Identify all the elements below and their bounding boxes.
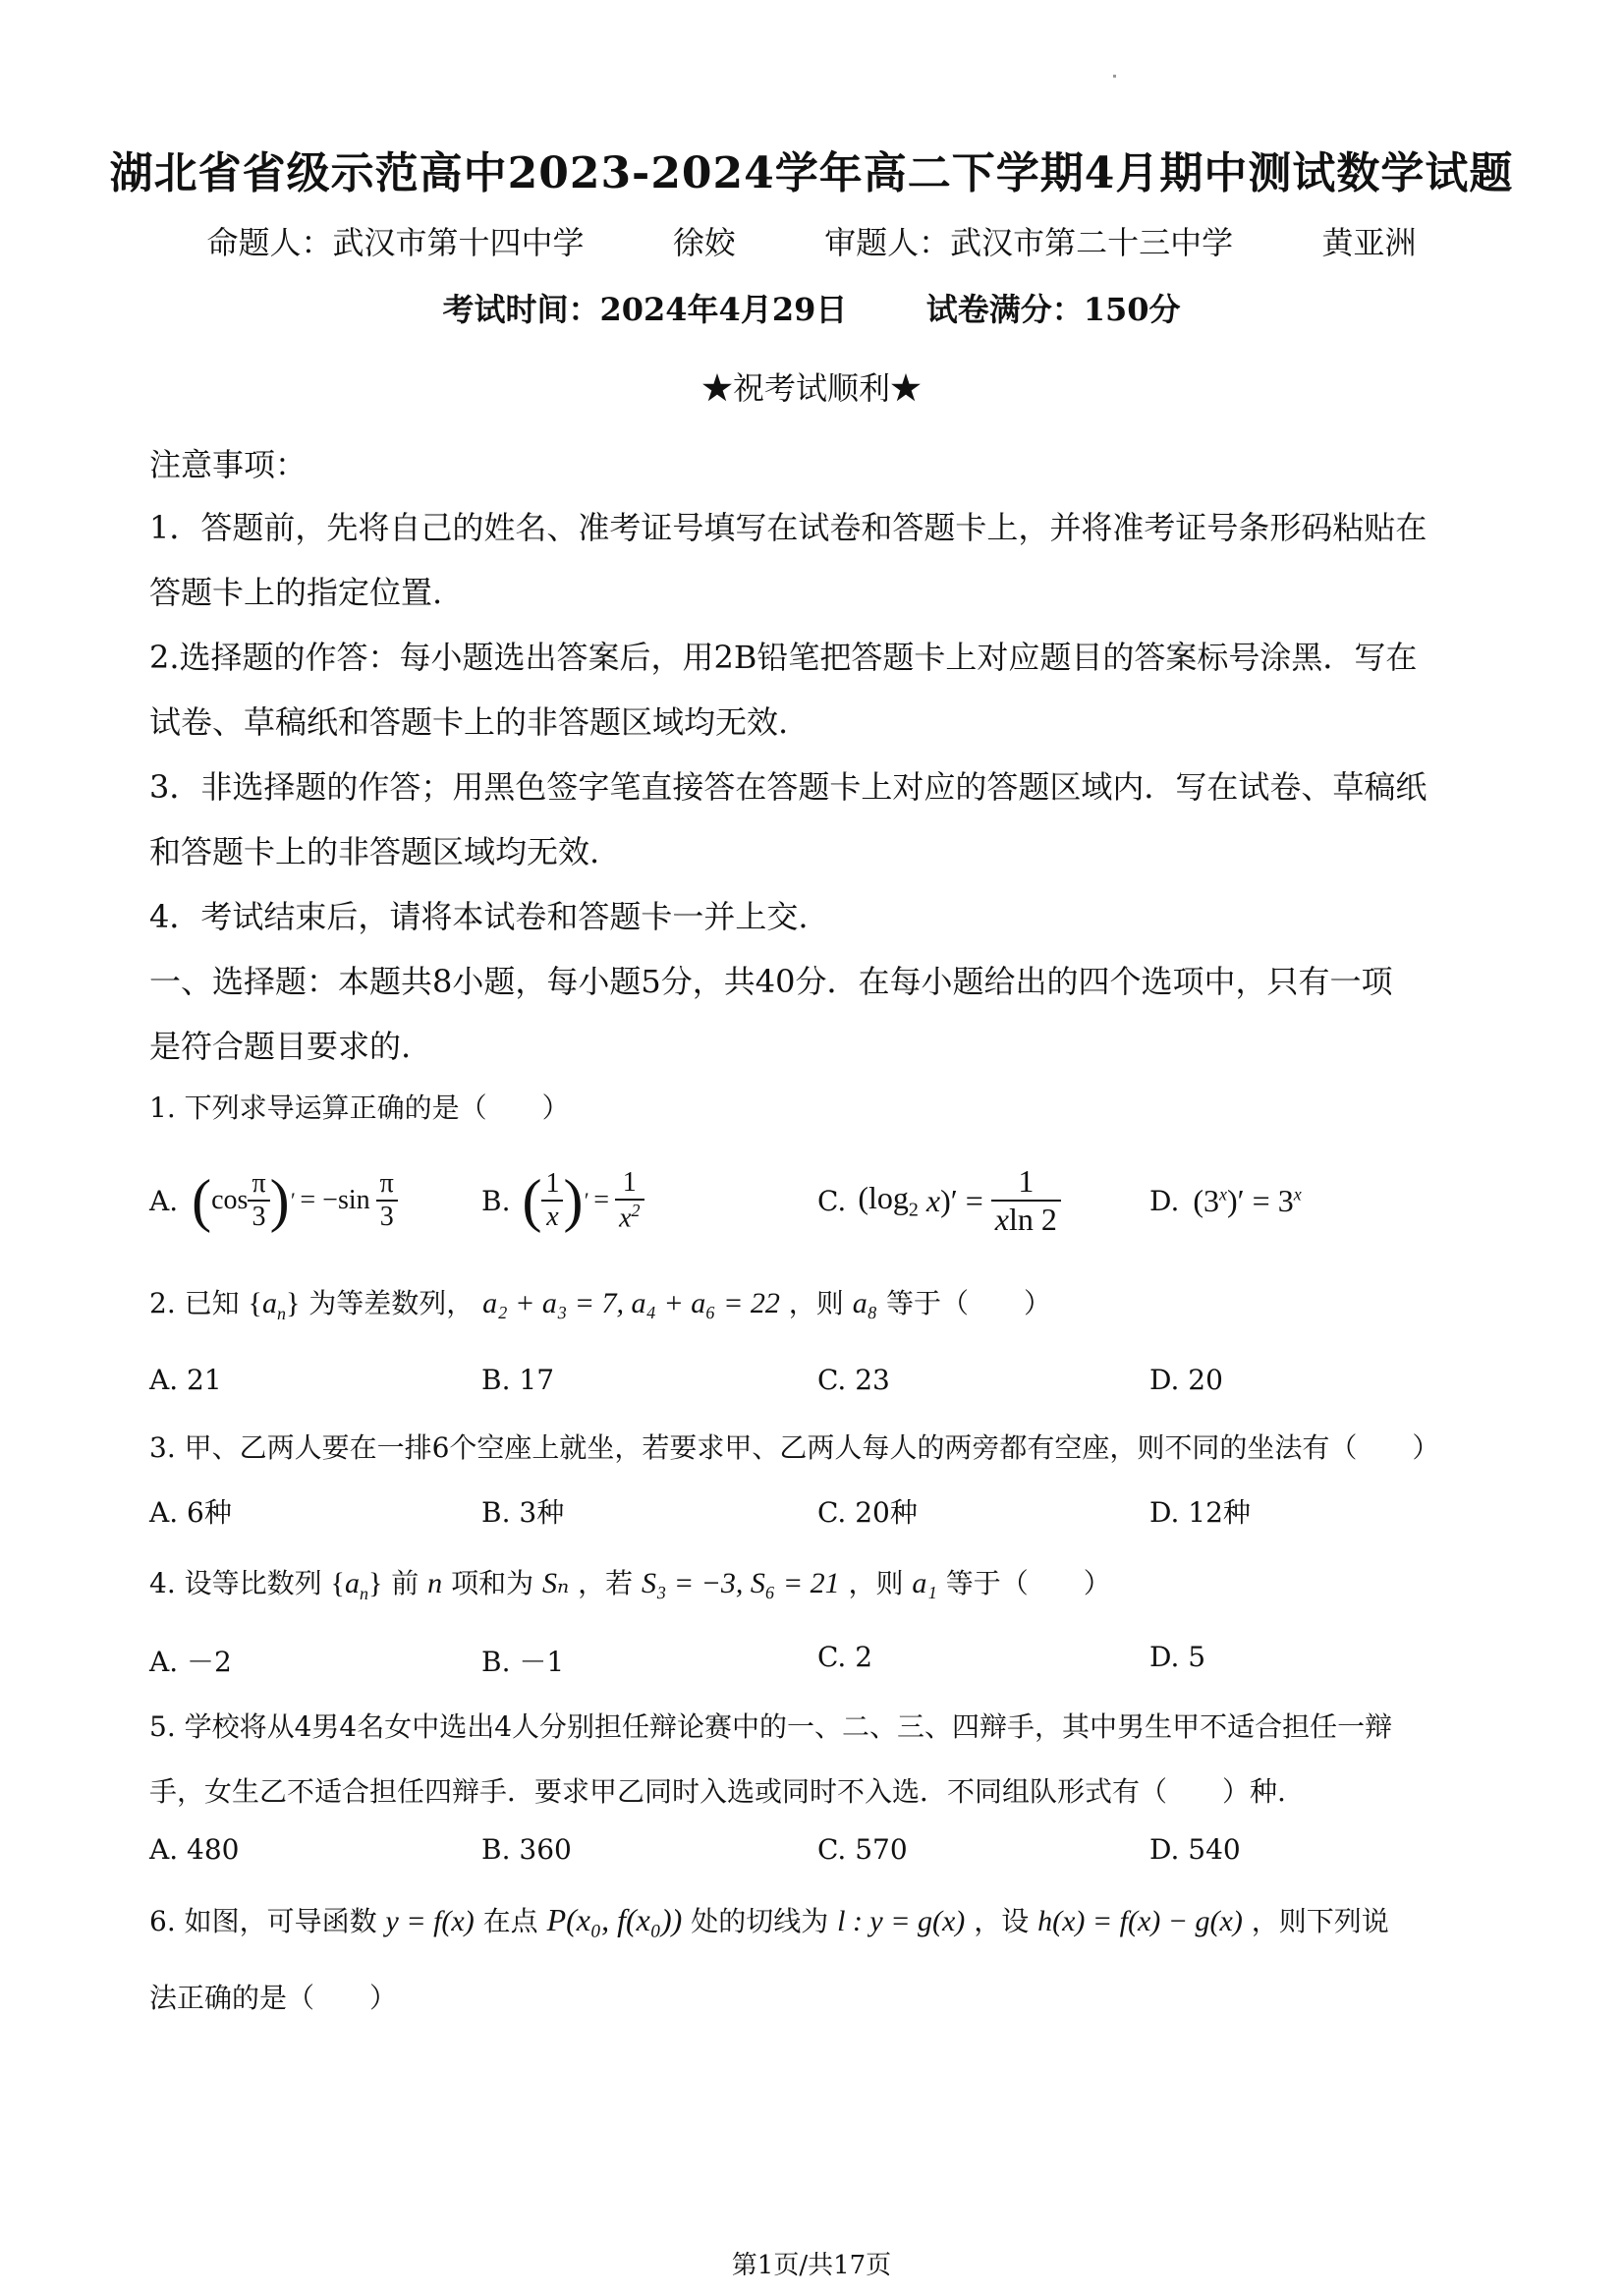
note-4: 4．考试结束后，请将本试卷和答题卡一并上交. — [149, 898, 809, 935]
note-1a: 1．答题前，先将自己的姓名、准考证号填写在试卷和答题卡上，并将准考证号条形码粘贴在 — [149, 509, 1427, 546]
q6-mid3: ，设 — [974, 1905, 1030, 1937]
author-line — [0, 218, 1623, 263]
q1-stem: 1. 下列求导运算正确的是（ ） — [149, 1092, 570, 1124]
q3-option-b: B. 3种 — [481, 1496, 565, 1529]
q6-function: y = f(x) — [385, 1905, 475, 1937]
q6-line1 — [149, 1900, 1389, 1939]
q6-line2: 法正确的是（ ） — [149, 1982, 398, 2014]
note-1b: 答题卡上的指定位置. — [149, 574, 443, 611]
note-2b: 试卷、草稿纸和答题卡上的非答题区域均无效. — [149, 703, 789, 741]
q4-mid3: ，若 — [578, 1567, 634, 1599]
q3-option-a: A. 6种 — [149, 1496, 232, 1529]
reviewer-name: 黄亚洲 — [1321, 224, 1417, 261]
q1-option-a — [149, 1151, 398, 1250]
exam-info-line — [0, 285, 1623, 330]
note-3b: 和答题卡上的非答题区域均无效. — [149, 833, 600, 870]
q5-option-c: C. 570 — [817, 1833, 908, 1866]
q6-pre: 6. 如图，可导函数 — [149, 1905, 377, 1937]
q4-mid1: 前 — [391, 1567, 420, 1599]
q2-option-d: D. 20 — [1149, 1364, 1223, 1396]
q1-b-formula: ( $\frac{1}{x}$ ) ′ = $\frac{1}{x^2}$ — [522, 1167, 644, 1235]
q4-option-c: C. 2 — [817, 1641, 873, 1673]
q5-option-a: A. 480 — [149, 1833, 240, 1866]
q2-mid: 为等差数列， — [308, 1287, 475, 1319]
page-title: 湖北省省级示范高中2023-2024学年高二下学期4月期中测试数学试题 — [109, 148, 1514, 198]
q4-mid2: 项和为 — [451, 1567, 534, 1599]
q4-stem — [149, 1562, 1111, 1604]
setter-name: 徐姣 — [672, 224, 736, 261]
q4-pre: 4. 设等比数列 — [149, 1567, 322, 1599]
q1-a-label: A. — [149, 1184, 179, 1217]
q4-option-b: B. －1 — [481, 1646, 565, 1678]
q2-sequence: $\{a_n\}$ — [248, 1287, 301, 1323]
q1-d-label: D. — [1149, 1184, 1180, 1217]
q4-sn: Sₙ — [542, 1567, 570, 1599]
q4-option-d: D. 5 — [1149, 1641, 1206, 1673]
q5-line1: 5. 学校将从4男4名女中选出4人分别担任辩论赛中的一、二、三、四辩手，其中男生甲不适合担任一辩 — [149, 1710, 1393, 1743]
section1-line1: 一、选择题：本题共8小题，每小题5分，共40分．在每小题给出的四个选项中，只有一项 — [149, 963, 1393, 1000]
q3-option-d: D. 12种 — [1149, 1496, 1251, 1529]
notes-heading: 注意事项： — [149, 446, 308, 483]
q2-option-c: C. 23 — [817, 1364, 890, 1396]
q4-n: n — [427, 1567, 443, 1599]
q1-option-b — [481, 1151, 644, 1250]
setter-label: 命题人：武汉市第十四中学 — [206, 224, 585, 261]
page-number: 第1页/共17页 — [731, 2251, 892, 2280]
reviewer-label: 审题人：武汉市第二十三中学 — [824, 224, 1234, 261]
q1-option-c — [817, 1151, 1061, 1250]
q1-b-label: B. — [481, 1184, 511, 1217]
q5-line2: 手，女生乙不适合担任四辩手．要求甲乙同时入选或同时不入选．不同组队形式有（ ）种. — [149, 1775, 1286, 1808]
q4-tail: 等于（ ） — [945, 1567, 1111, 1599]
full-score: 试卷满分：150分 — [925, 291, 1181, 328]
blessing: ★祝考试顺利★ — [700, 369, 922, 407]
q2-stem — [149, 1282, 1051, 1324]
q5-option-d: D. 540 — [1149, 1833, 1241, 1866]
q4-mid4: ，则 — [848, 1567, 904, 1599]
q4-sequence: $\{a_n\}$ — [330, 1567, 383, 1603]
q2-tail: 等于（ ） — [886, 1287, 1052, 1319]
q2-post: ，则 — [788, 1287, 844, 1319]
q2-condition: a₂ + a₃ = 7, a₄ + a₆ = 22 — [482, 1287, 780, 1319]
q3-stem: 3. 甲、乙两人要在一排6个空座上就坐，若要求甲、乙两人每人的两旁都有空座，则不同的坐法有（ ） — [149, 1431, 1440, 1464]
section1-line2: 是符合题目要求的. — [149, 1028, 412, 1065]
q1-c-label: C. — [817, 1184, 847, 1217]
q6-tail: ，则下列说 — [1251, 1905, 1389, 1937]
q2-option-b: B. 17 — [481, 1364, 555, 1396]
q3-option-c: C. 20种 — [817, 1496, 918, 1529]
q1-c-formula: ($\log_2$ x )′ = $\frac{1}{xln 2}$ — [858, 1163, 1061, 1238]
note-3a: 3．非选择题的作答；用黑色签字笔直接答在答题卡上对应的答题区域内．写在试卷、草稿纸 — [149, 768, 1427, 806]
q4-condition: S₃ = −3, S₆ = 21 — [642, 1567, 840, 1599]
q1-d-formula: $(3^x)' = 3^x$ — [1193, 1182, 1302, 1218]
scan-dot — [1113, 75, 1116, 78]
q1-a-formula: ( cos $\frac{\pi}{3}$ ) ′ = −sin $\frac{\pi}{3}$ — [192, 1167, 398, 1235]
q6-mid2: 处的切线为 — [691, 1905, 829, 1937]
q5-option-b: B. 360 — [481, 1833, 572, 1866]
q6-h: h(x) = f(x) − g(x) — [1037, 1905, 1243, 1937]
q6-point: P(x₀, f(x₀)) — [546, 1902, 683, 1937]
q1-option-d — [1149, 1151, 1302, 1250]
q6-tangent: l : y = g(x) — [837, 1905, 966, 1937]
q2-pre: 2. 已知 — [149, 1287, 240, 1319]
q2-option-a: A. 21 — [149, 1364, 222, 1396]
note-2a: 2.选择题的作答：每小题选出答案后，用2B铅笔把答题卡上对应题目的答案标号涂黑．写在 — [149, 639, 1418, 676]
q4-a1: a₁ — [912, 1567, 937, 1599]
q4-option-a: A. －2 — [149, 1646, 232, 1678]
q6-mid1: 在点 — [482, 1905, 538, 1937]
q2-target: a₈ — [852, 1287, 878, 1319]
exam-time: 考试时间：2024年4月29日 — [442, 291, 848, 328]
